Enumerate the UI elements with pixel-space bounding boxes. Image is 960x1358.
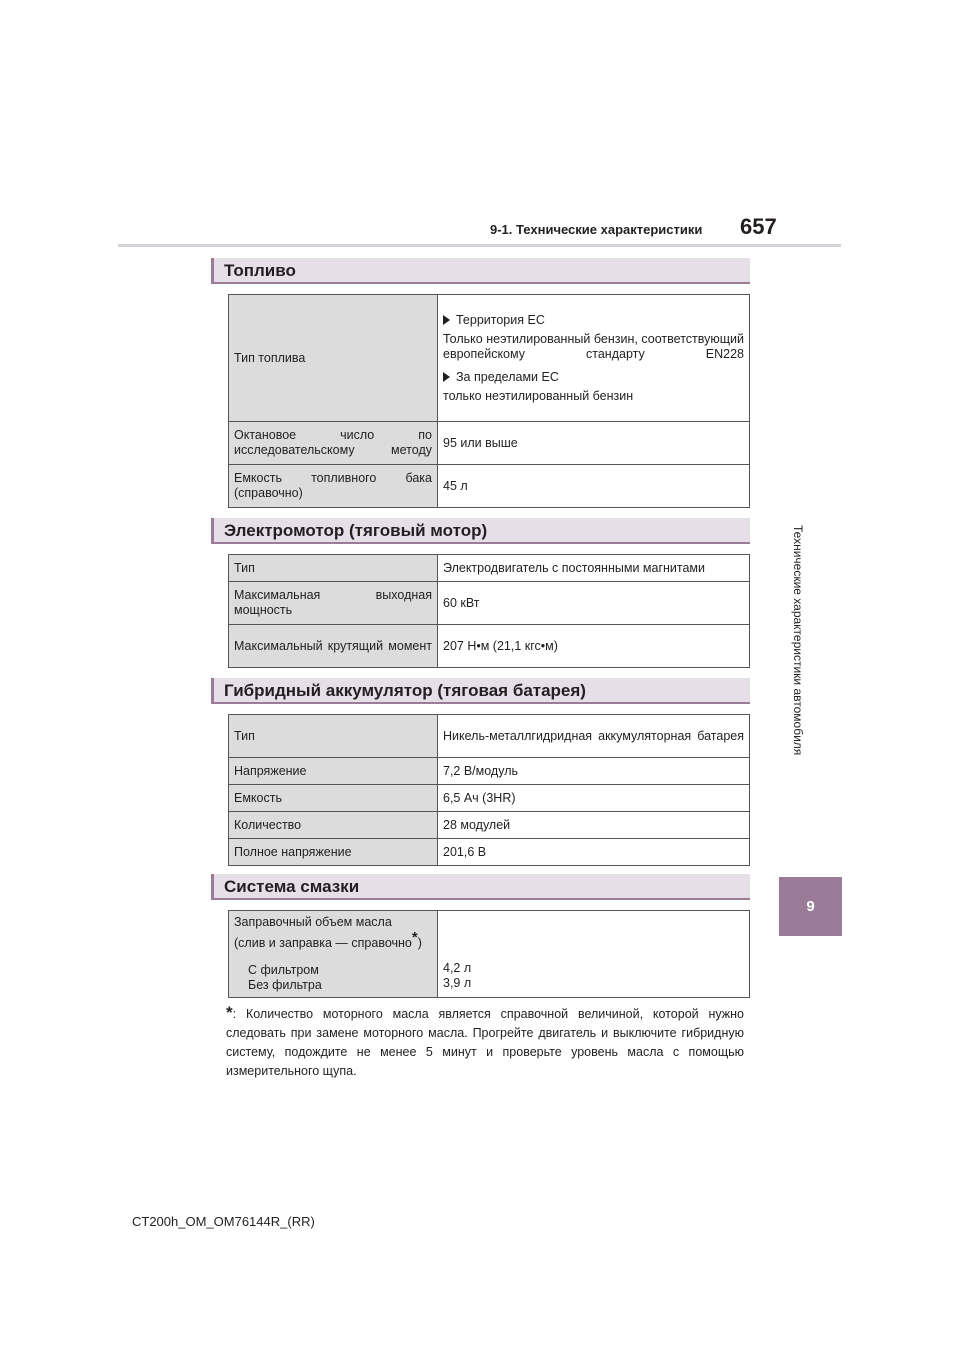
section-title-lubrication: Система смазки bbox=[211, 874, 750, 900]
non-eu-text: только неэтилированный бензин bbox=[443, 388, 634, 403]
oil-capacity-label-line2: (слив и заправка — справочно*) bbox=[234, 929, 422, 951]
octane-value: 95 или выше bbox=[438, 422, 750, 465]
fuel-type-label: Тип топлива bbox=[229, 295, 438, 422]
table-row bbox=[229, 812, 750, 839]
motor-type-value: Электродвигатель с постоянными магнитами bbox=[438, 555, 750, 582]
tank-value: 45 л bbox=[438, 465, 750, 508]
document-code: CT200h_OM_OM76144R_(RR) bbox=[132, 1214, 315, 1229]
footnote-star: * bbox=[411, 929, 418, 946]
section-title-fuel: Топливо bbox=[211, 258, 750, 284]
battery-total-voltage-label: Полное напряжение bbox=[229, 839, 438, 866]
footnote bbox=[226, 1003, 744, 1081]
header-divider bbox=[118, 244, 841, 247]
motor-power-value: 60 кВт bbox=[438, 582, 750, 625]
table-row bbox=[229, 758, 750, 785]
battery-type-value: Никель-металлгидридная аккумуляторная батарея bbox=[438, 715, 750, 758]
non-eu-heading: За пределами ЕС bbox=[456, 369, 559, 384]
fuel-table bbox=[228, 294, 750, 508]
eu-heading: Территория ЕС bbox=[456, 312, 545, 327]
table-row bbox=[229, 715, 750, 758]
without-filter-value: 3,9 л bbox=[443, 976, 472, 991]
motor-torque-value: 207 Н•м (21,1 кгс•м) bbox=[438, 625, 750, 668]
triangle-bullet-icon bbox=[443, 372, 450, 382]
table-row bbox=[229, 555, 750, 582]
motor-power-label: Максимальная выходная мощность bbox=[229, 582, 438, 625]
with-filter-label: С фильтром bbox=[248, 963, 319, 978]
footnote-marker: * bbox=[226, 1003, 233, 1022]
table-row bbox=[229, 625, 750, 668]
battery-capacity-value: 6,5 Ач (3HR) bbox=[438, 785, 750, 812]
section-title-motor: Электромотор (тяговый мотор) bbox=[211, 518, 750, 544]
table-row bbox=[229, 422, 750, 465]
lubrication-table bbox=[228, 910, 750, 998]
battery-total-voltage-value: 201,6 В bbox=[438, 839, 750, 866]
triangle-bullet-icon bbox=[443, 315, 450, 325]
table-row bbox=[229, 785, 750, 812]
page-number: 657 bbox=[740, 214, 777, 239]
oil-capacity-label bbox=[229, 911, 438, 998]
table-row bbox=[229, 465, 750, 508]
motor-type-label: Тип bbox=[229, 555, 438, 582]
header-section-title: 9-1. Технические характеристики bbox=[490, 222, 703, 237]
table-row bbox=[229, 839, 750, 866]
without-filter-label: Без фильтра bbox=[248, 978, 322, 993]
battery-capacity-label: Емкость bbox=[229, 785, 438, 812]
oil-capacity-label-line1: Заправочный объем масла bbox=[234, 915, 392, 929]
battery-count-label: Количество bbox=[229, 812, 438, 839]
chapter-side-title: Технические характеристики автомобиля bbox=[791, 524, 805, 756]
footnote-text: : Количество моторного масла является справочной величиной, которой нужно следовать при замене моторного масла. Прогрейте двигатель и выключите гибридную систему, подождите не менее 5 минут и проверьте уровень масла с помощью измерительного щупа. bbox=[226, 1007, 744, 1078]
tank-label: Емкость топливного бака (справочно) bbox=[229, 465, 438, 508]
table-row bbox=[229, 295, 750, 422]
oil-capacity-value bbox=[438, 911, 750, 998]
motor-table bbox=[228, 554, 750, 668]
chapter-tab[interactable]: 9 bbox=[779, 877, 842, 936]
fuel-type-value bbox=[438, 295, 750, 422]
motor-torque-label: Максимальный крутящий момент bbox=[229, 625, 438, 668]
battery-type-label: Тип bbox=[229, 715, 438, 758]
table-row bbox=[229, 582, 750, 625]
battery-voltage-value: 7,2 В/модуль bbox=[438, 758, 750, 785]
section-title-battery: Гибридный аккумулятор (тяговая батарея) bbox=[211, 678, 750, 704]
battery-table bbox=[228, 714, 750, 866]
eu-text: Только неэтилированный бензин, соответствующий европейскому стандарту EN228 bbox=[443, 331, 744, 361]
octane-label: Октановое число по исследовательскому методу bbox=[229, 422, 438, 465]
battery-voltage-label: Напряжение bbox=[229, 758, 438, 785]
with-filter-value: 4,2 л bbox=[443, 961, 472, 976]
table-row bbox=[229, 911, 750, 998]
battery-count-value: 28 модулей bbox=[438, 812, 750, 839]
